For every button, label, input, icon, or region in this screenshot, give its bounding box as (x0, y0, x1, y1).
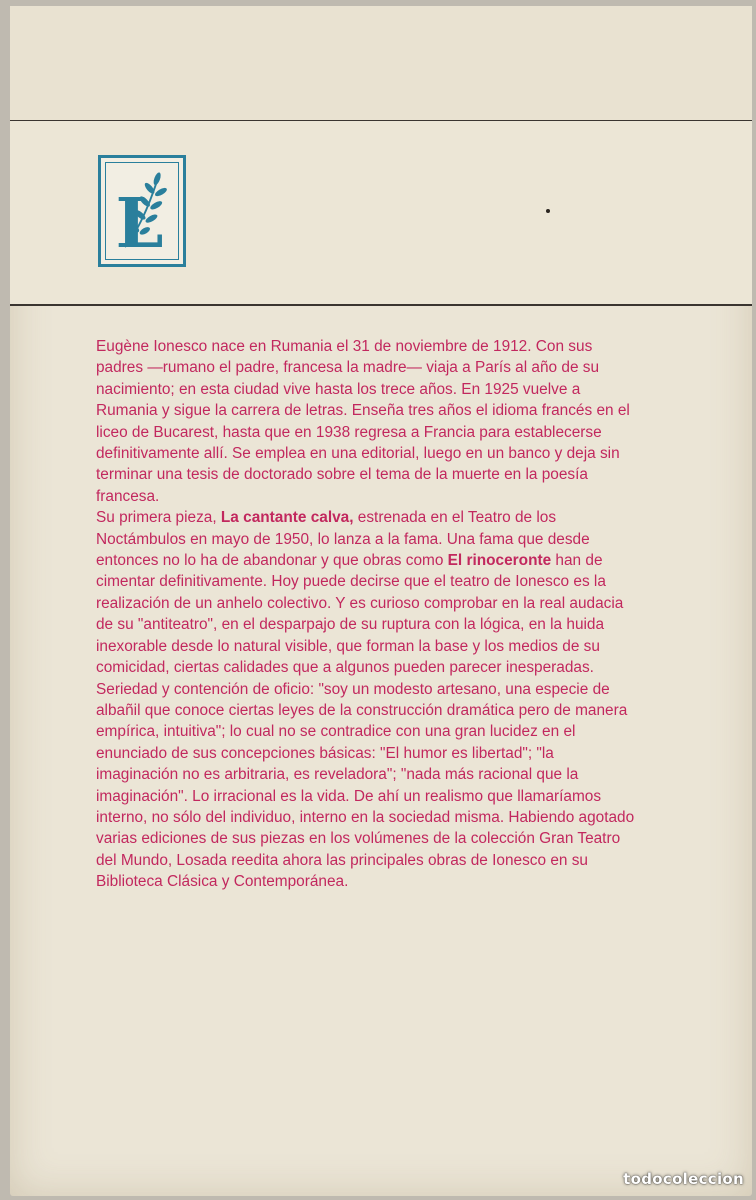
bio-text: estrenada en el Teatro de los Noctámbulos en mayo de 1950, lo lanza a la fama. Una fama que desde entonces no lo ha de abandonar y que obras como (96, 509, 590, 570)
work-title: La cantante calva, (220, 509, 354, 527)
bio-paragraph: Eugène Ionesco nace en Rumania el 31 de noviembre de 1912. Con sus padres —rumano el padre, francesa la madre— viaja a París al año de su nacimiento; en esta ciudad vive hasta los trece años. En 1925 vuelve a Rumania y sigue la carrera de letras. Enseña tres años el idioma francés en el liceo de Bucarest, hasta que en 1938 regresa a Francia para establecerse definitivamente allí. Se emplea en una editorial, luego en un banco y deja sin terminar una tesis de doctorado sobre el tema de la muerte en la poesía francesa. (96, 338, 630, 505)
bio-text: Su primera pieza, (96, 509, 221, 527)
bio-text: han de cimentar definitivamente. Hoy puede decirse que el teatro de Ionesco es la realización de un anhelo colectivo. Y es curioso comprobar en la real audacia de su "antiteatro", en el desparpajo de su ruptura con la lógica, en la huida inexorable desde lo natural visible, que forman la base y los medios de su comicidad, ciertas calidades que a algunos pueden parecer inesperadas. Seriedad y contención de oficio: "soy un modesto artesano, una especie de albañil que conoce ciertas leyes de la construcción dramática pero de manera empírica, intuitiva"; lo cual no se contradice con una gran lucidez en el enunciado de sus concepciones básicas: "El humor es libertad"; "la imaginación no es arbitraria, es reveladora"; "nada más racional que la imaginación". Lo irracional es la vida. De ahí un realismo que llamaríamos interno, no sólo del individuo, interno en la sociedad misma. Habiendo agotado varias ediciones de sus piezas en los volúmenes de la colección Gran Teatro del Mundo, Losada reedita ahora las principales obras de Ionesco en su Biblioteca Clásica y Contemporánea. (96, 552, 635, 891)
laurel-branch-icon (105, 162, 179, 260)
logo-graphic (106, 163, 178, 259)
work-title: El rinoceronte (447, 552, 552, 570)
print-speck (546, 209, 550, 213)
watermark: todocoleccion (623, 1170, 744, 1188)
top-band (10, 6, 752, 122)
author-biography (96, 336, 636, 893)
publisher-logo (98, 155, 186, 267)
bio-paragraph (96, 507, 636, 892)
logo-letter: L (115, 184, 164, 259)
